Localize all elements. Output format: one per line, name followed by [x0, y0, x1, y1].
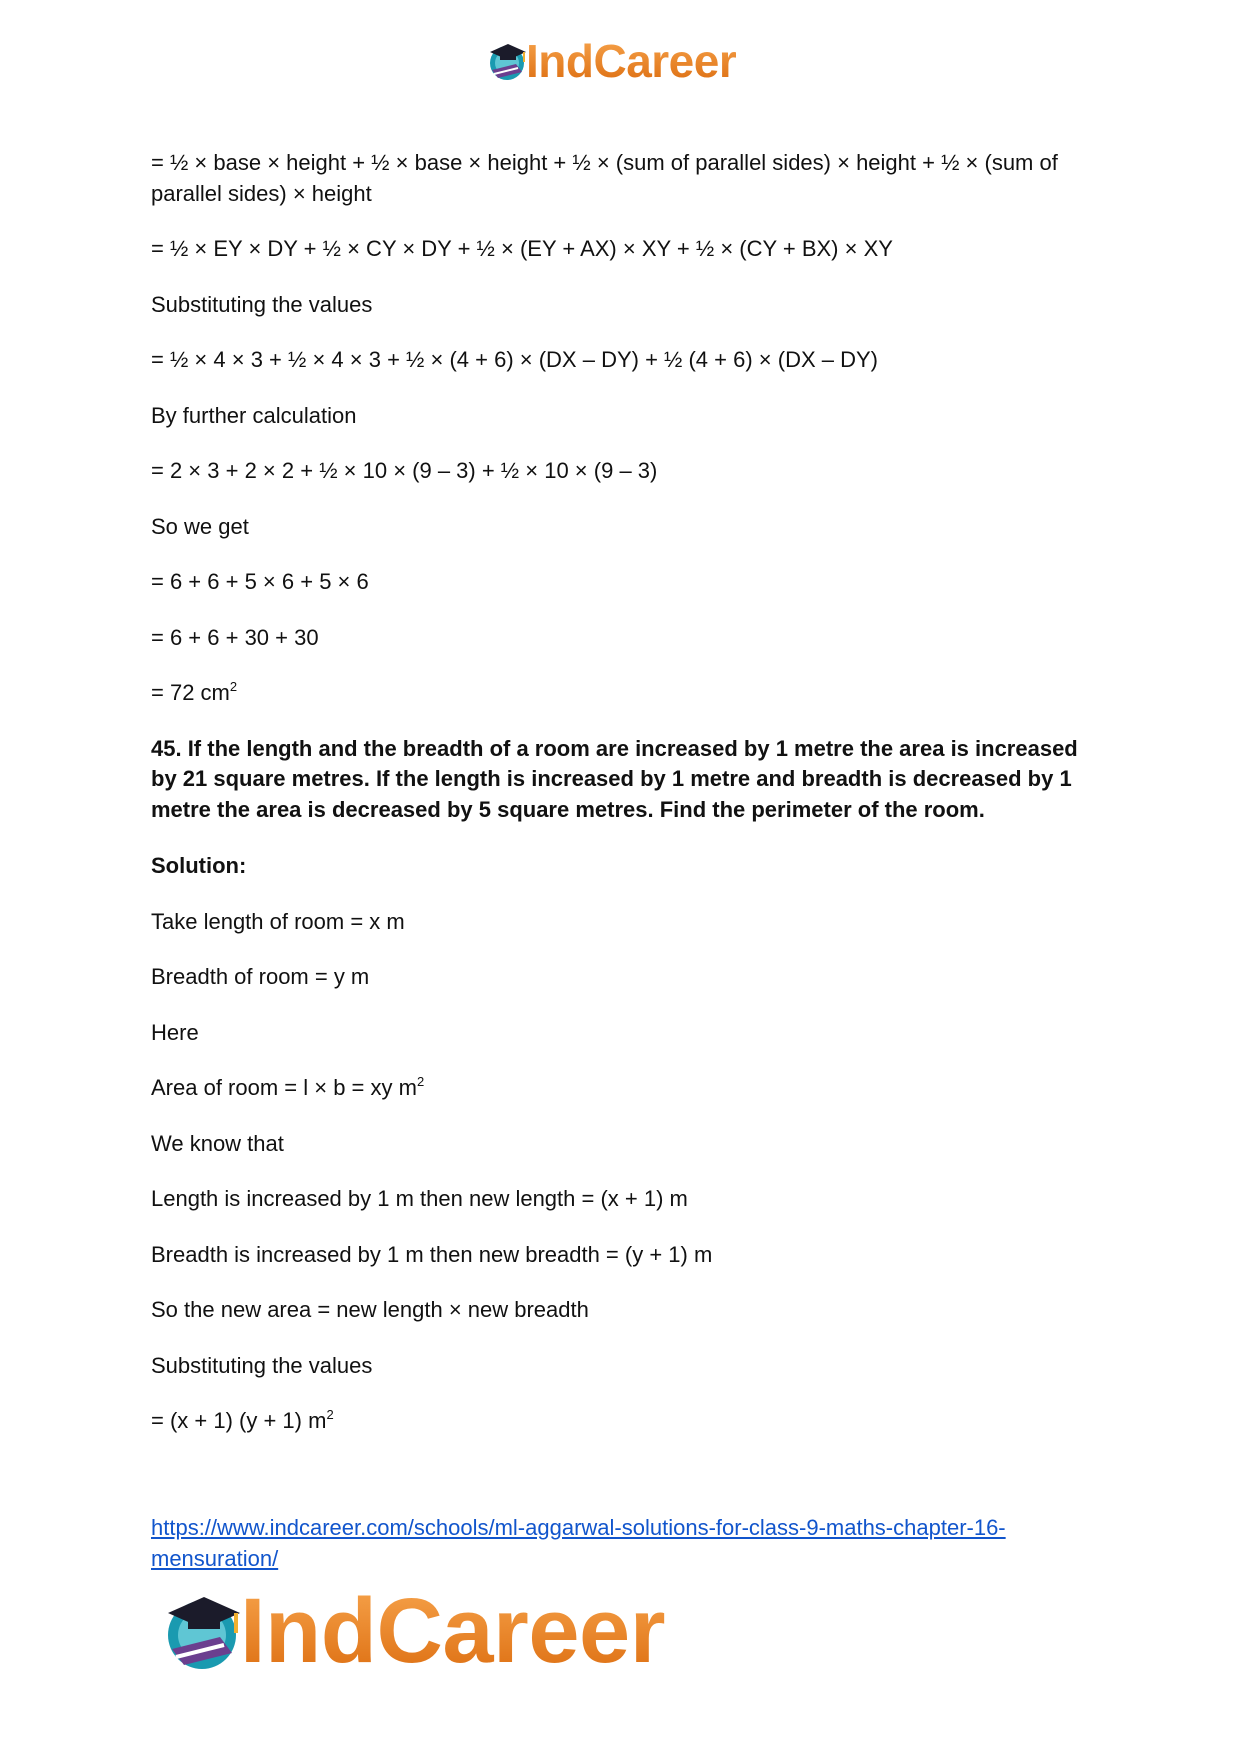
equation-line: = ½ × 4 × 3 + ½ × 4 × 3 + ½ × (4 + 6) × (DX – DY) + ½ (4 + 6) × (DX – DY) — [151, 347, 878, 372]
equation-line: = 6 + 6 + 30 + 30 — [151, 624, 319, 650]
footer-logo-text: IndCareer — [240, 1580, 665, 1682]
text-line: By further calculation — [151, 402, 357, 428]
footer-logo — [160, 1580, 665, 1682]
text-line: So we get — [151, 513, 249, 539]
new-area-text: = (x + 1) (y + 1) m — [151, 1408, 327, 1433]
source-link[interactable]: https://www.indcareer.com/schools/ml-aggarwal-solutions-for-class-9-maths-chapter-16-mensuration/ — [151, 1515, 1006, 1571]
result-text: = 72 cm — [151, 680, 230, 705]
result-line — [151, 678, 1091, 709]
text-line: Substituting the values — [151, 291, 373, 317]
solution-label: Solution: — [151, 853, 247, 878]
equation-line: = 2 × 3 + 2 × 2 + ½ × 10 × (9 – 3) + ½ × 10 × (9 – 3) — [151, 458, 658, 483]
text-line: Here — [151, 1019, 199, 1045]
equation-line: = 6 + 6 + 5 × 6 + 5 × 6 — [151, 569, 369, 594]
equation-line: = ½ × base × height + ½ × base × height + ½ × (sum of parallel sides) × height + ½ × (sum of parallel sides) × height — [151, 150, 1058, 206]
document-body — [151, 148, 1091, 1462]
text-line: Breadth of room = y m — [151, 964, 370, 989]
graduation-book-logo-icon — [160, 1585, 252, 1677]
text-line: We know that — [151, 1130, 284, 1156]
text-line: So the new area = new length × new breadth — [151, 1297, 589, 1322]
header-logo-text: IndCareer — [526, 35, 737, 87]
new-area-superscript: 2 — [326, 1407, 334, 1422]
area-line — [151, 1073, 1091, 1104]
question-45: 45. If the length and the breadth of a room are increased by 1 metre the area is increased by 21 square metres. If the length is increased by 1 metre and breadth is decreased by 1 metre the area is decreased by 5 square metres. Find the perimeter of the room. — [151, 735, 1078, 822]
new-area-line — [151, 1406, 1091, 1437]
text-line: Length is increased by 1 m then new length = (x + 1) m — [151, 1186, 688, 1211]
header-logo — [486, 35, 737, 87]
result-superscript: 2 — [229, 679, 238, 694]
area-superscript: 2 — [416, 1074, 425, 1089]
equation-line: = ½ × EY × DY + ½ × CY × DY + ½ × (EY + AX) × XY + ½ × (CY + BX) × XY — [151, 236, 893, 261]
area-text: Area of room = l × b = xy m — [151, 1075, 417, 1100]
text-line: Take length of room = x m — [151, 908, 405, 934]
text-line: Substituting the values — [151, 1352, 373, 1378]
text-line: Breadth is increased by 1 m then new breadth = (y + 1) m — [151, 1241, 713, 1267]
